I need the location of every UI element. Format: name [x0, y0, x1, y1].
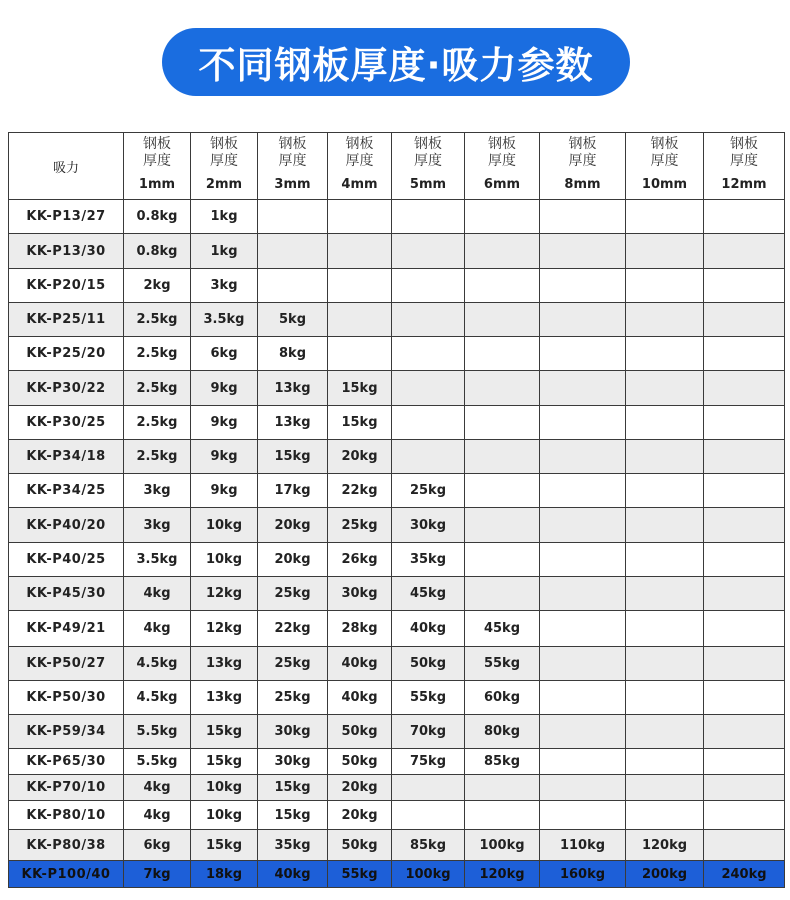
- suction-value-cell: 6kg: [191, 337, 258, 371]
- suction-value-cell: 25kg: [392, 474, 465, 508]
- suction-value-cell: 15kg: [258, 440, 328, 474]
- table-row: [9, 749, 785, 775]
- suction-value-cell: 13kg: [191, 647, 258, 681]
- suction-value-cell: 4kg: [124, 611, 191, 647]
- suction-value-cell: 20kg: [258, 543, 328, 577]
- thickness-value: 1mm: [138, 177, 176, 192]
- suction-value-cell: 0.8kg: [124, 200, 191, 234]
- suction-value-cell: [465, 577, 540, 611]
- suction-value-cell: 2.5kg: [124, 303, 191, 337]
- suction-value-cell: [626, 371, 704, 406]
- suction-value-cell: 3kg: [191, 269, 258, 303]
- suction-value-cell: [465, 303, 540, 337]
- model-cell: KK-P34/25: [9, 474, 124, 508]
- suction-value-cell: 17kg: [258, 474, 328, 508]
- thickness-value: 4mm: [341, 177, 378, 192]
- suction-value-cell: [392, 775, 465, 801]
- thickness-header: [626, 133, 704, 200]
- suction-value-cell: [328, 234, 392, 269]
- suction-value-cell: 13kg: [258, 406, 328, 440]
- suction-value-cell: [465, 440, 540, 474]
- suction-value-cell: [392, 269, 465, 303]
- suction-value-cell: [540, 269, 626, 303]
- thickness-header-label: 钢板: [568, 136, 597, 152]
- suction-value-cell: 50kg: [392, 647, 465, 681]
- thickness-header-label: 厚度: [650, 153, 679, 169]
- table-row: [9, 681, 785, 715]
- suction-value-cell: 12kg: [191, 611, 258, 647]
- model-cell: KK-P49/21: [9, 611, 124, 647]
- suction-value-cell: [626, 801, 704, 830]
- table-row: [9, 775, 785, 801]
- suction-value-cell: [704, 749, 785, 775]
- suction-value-cell: [626, 508, 704, 543]
- suction-value-cell: 85kg: [465, 749, 540, 775]
- suction-value-cell: 80kg: [465, 715, 540, 749]
- suction-value-cell: 12kg: [191, 577, 258, 611]
- suction-value-cell: 40kg: [328, 681, 392, 715]
- model-cell: KK-P80/38: [9, 830, 124, 861]
- model-cell: KK-P40/20: [9, 508, 124, 543]
- suction-value-cell: [465, 234, 540, 269]
- suction-value-cell: 120kg: [626, 830, 704, 861]
- suction-value-cell: 9kg: [191, 440, 258, 474]
- suction-value-cell: [392, 200, 465, 234]
- suction-value-cell: 0.8kg: [124, 234, 191, 269]
- suction-value-cell: [626, 775, 704, 801]
- suction-value-cell: 28kg: [328, 611, 392, 647]
- corner-header: 吸力: [9, 133, 124, 200]
- suction-value-cell: 30kg: [328, 577, 392, 611]
- suction-value-cell: 1kg: [191, 234, 258, 269]
- table-row: [9, 406, 785, 440]
- suction-value-cell: [465, 474, 540, 508]
- suction-value-cell: 20kg: [328, 801, 392, 830]
- suction-value-cell: 10kg: [191, 508, 258, 543]
- suction-value-cell: 110kg: [540, 830, 626, 861]
- suction-value-cell: [465, 801, 540, 830]
- model-cell: KK-P25/20: [9, 337, 124, 371]
- suction-value-cell: 30kg: [258, 749, 328, 775]
- thickness-header-label: 厚度: [345, 153, 374, 169]
- suction-value-cell: 13kg: [258, 371, 328, 406]
- suction-value-cell: 55kg: [465, 647, 540, 681]
- thickness-header-label: 厚度: [568, 153, 597, 169]
- suction-value-cell: [704, 303, 785, 337]
- suction-value-cell: 20kg: [258, 508, 328, 543]
- suction-value-cell: [540, 234, 626, 269]
- suction-value-cell: 50kg: [328, 830, 392, 861]
- thickness-header-label: 钢板: [210, 136, 238, 152]
- suction-value-cell: 15kg: [258, 801, 328, 830]
- suction-value-cell: [465, 200, 540, 234]
- suction-value-cell: [540, 749, 626, 775]
- header-row: [9, 133, 785, 200]
- model-cell: KK-P40/25: [9, 543, 124, 577]
- suction-value-cell: [465, 775, 540, 801]
- table-row: [9, 647, 785, 681]
- suction-value-cell: [704, 801, 785, 830]
- suction-value-cell: [328, 337, 392, 371]
- thickness-header: [392, 133, 465, 200]
- model-cell: KK-P30/22: [9, 371, 124, 406]
- suction-value-cell: [704, 543, 785, 577]
- table-row: [9, 474, 785, 508]
- suction-value-cell: 15kg: [328, 371, 392, 406]
- thickness-header: [124, 133, 191, 200]
- thickness-header: [328, 133, 392, 200]
- suction-value-cell: [540, 775, 626, 801]
- table-row: [9, 801, 785, 830]
- suction-value-cell: 75kg: [392, 749, 465, 775]
- thickness-header-label: 钢板: [650, 136, 679, 152]
- suction-value-cell: [704, 337, 785, 371]
- suction-value-cell: 120kg: [465, 861, 540, 888]
- suction-value-cell: 4kg: [124, 801, 191, 830]
- model-cell: KK-P45/30: [9, 577, 124, 611]
- suction-value-cell: 2.5kg: [124, 440, 191, 474]
- table-row: [9, 830, 785, 861]
- suction-value-cell: 1kg: [191, 200, 258, 234]
- table-row: [9, 371, 785, 406]
- suction-value-cell: [704, 508, 785, 543]
- model-cell: KK-P34/18: [9, 440, 124, 474]
- suction-value-cell: [328, 303, 392, 337]
- suction-value-cell: [626, 543, 704, 577]
- table-row: [9, 303, 785, 337]
- suction-value-cell: [392, 440, 465, 474]
- table-row: [9, 200, 785, 234]
- suction-value-cell: [540, 440, 626, 474]
- suction-value-cell: [626, 269, 704, 303]
- suction-value-cell: [465, 406, 540, 440]
- thickness-header-label: 钢板: [143, 136, 171, 152]
- suction-value-cell: 35kg: [258, 830, 328, 861]
- suction-value-cell: [392, 337, 465, 371]
- suction-value-cell: [540, 577, 626, 611]
- suction-value-cell: 100kg: [392, 861, 465, 888]
- suction-value-cell: [626, 749, 704, 775]
- suction-value-cell: [258, 234, 328, 269]
- suction-value-cell: 20kg: [328, 440, 392, 474]
- suction-value-cell: [540, 371, 626, 406]
- table-row: [9, 337, 785, 371]
- suction-value-cell: 2kg: [124, 269, 191, 303]
- suction-value-cell: 9kg: [191, 406, 258, 440]
- suction-value-cell: 10kg: [191, 543, 258, 577]
- suction-value-cell: [626, 681, 704, 715]
- suction-value-cell: 9kg: [191, 371, 258, 406]
- suction-value-cell: [328, 269, 392, 303]
- model-cell: KK-P59/34: [9, 715, 124, 749]
- table-row-highlighted: [9, 861, 785, 888]
- suction-value-cell: [704, 200, 785, 234]
- suction-value-cell: 2.5kg: [124, 406, 191, 440]
- thickness-header: [258, 133, 328, 200]
- suction-value-cell: 18kg: [191, 861, 258, 888]
- thickness-header-label: 钢板: [278, 136, 307, 152]
- suction-value-cell: [704, 234, 785, 269]
- model-cell: KK-P100/40: [9, 861, 124, 888]
- suction-value-cell: [392, 371, 465, 406]
- suction-value-cell: 25kg: [328, 508, 392, 543]
- suction-value-cell: [392, 303, 465, 337]
- suction-value-cell: 15kg: [191, 749, 258, 775]
- suction-value-cell: [626, 303, 704, 337]
- suction-value-cell: 8kg: [258, 337, 328, 371]
- suction-value-cell: [540, 406, 626, 440]
- suction-value-cell: 3kg: [124, 508, 191, 543]
- model-cell: KK-P65/30: [9, 749, 124, 775]
- suction-value-cell: 3kg: [124, 474, 191, 508]
- suction-value-cell: 40kg: [328, 647, 392, 681]
- suction-value-cell: 10kg: [191, 775, 258, 801]
- suction-value-cell: 15kg: [328, 406, 392, 440]
- table-row: [9, 715, 785, 749]
- thickness-header-label: 钢板: [488, 136, 516, 152]
- table-row: [9, 440, 785, 474]
- table-row: [9, 508, 785, 543]
- model-cell: KK-P30/25: [9, 406, 124, 440]
- suction-value-cell: [704, 577, 785, 611]
- thickness-header-label: 钢板: [345, 136, 374, 152]
- suction-spec-table: [8, 132, 785, 888]
- suction-value-cell: 45kg: [392, 577, 465, 611]
- suction-value-cell: 22kg: [328, 474, 392, 508]
- suction-value-cell: [704, 440, 785, 474]
- suction-value-cell: 4.5kg: [124, 681, 191, 715]
- suction-value-cell: [465, 269, 540, 303]
- suction-value-cell: [704, 647, 785, 681]
- suction-value-cell: [704, 474, 785, 508]
- table-row: [9, 543, 785, 577]
- suction-value-cell: 3.5kg: [191, 303, 258, 337]
- thickness-value: 6mm: [483, 177, 521, 192]
- suction-value-cell: [626, 234, 704, 269]
- table-row: [9, 269, 785, 303]
- suction-value-cell: 7kg: [124, 861, 191, 888]
- model-cell: KK-P80/10: [9, 801, 124, 830]
- suction-value-cell: 30kg: [258, 715, 328, 749]
- thickness-value: 3mm: [274, 177, 311, 192]
- suction-value-cell: [704, 406, 785, 440]
- suction-value-cell: 4kg: [124, 577, 191, 611]
- suction-value-cell: 6kg: [124, 830, 191, 861]
- page-title: 不同钢板厚度·吸力参数: [162, 28, 630, 96]
- suction-value-cell: 50kg: [328, 749, 392, 775]
- thickness-header: [191, 133, 258, 200]
- suction-value-cell: [540, 303, 626, 337]
- suction-value-cell: 5.5kg: [124, 715, 191, 749]
- suction-value-cell: 3.5kg: [124, 543, 191, 577]
- table-row: [9, 577, 785, 611]
- suction-value-cell: 70kg: [392, 715, 465, 749]
- suction-value-cell: 50kg: [328, 715, 392, 749]
- suction-value-cell: [626, 647, 704, 681]
- suction-value-cell: [540, 543, 626, 577]
- suction-value-cell: 15kg: [191, 715, 258, 749]
- suction-value-cell: [540, 200, 626, 234]
- suction-value-cell: [540, 508, 626, 543]
- thickness-header-label: 钢板: [414, 136, 442, 152]
- suction-value-cell: 240kg: [704, 861, 785, 888]
- thickness-header-label: 厚度: [143, 153, 171, 169]
- suction-value-cell: [626, 200, 704, 234]
- suction-value-cell: [258, 269, 328, 303]
- suction-value-cell: 60kg: [465, 681, 540, 715]
- model-cell: KK-P50/27: [9, 647, 124, 681]
- thickness-header-label: 厚度: [278, 153, 307, 169]
- suction-value-cell: [328, 200, 392, 234]
- suction-value-cell: 22kg: [258, 611, 328, 647]
- suction-value-cell: [540, 337, 626, 371]
- suction-value-cell: [465, 337, 540, 371]
- model-cell: KK-P50/30: [9, 681, 124, 715]
- suction-value-cell: 9kg: [191, 474, 258, 508]
- suction-value-cell: 25kg: [258, 647, 328, 681]
- model-cell: KK-P13/27: [9, 200, 124, 234]
- suction-value-cell: [465, 371, 540, 406]
- suction-value-cell: 100kg: [465, 830, 540, 861]
- table-row: [9, 234, 785, 269]
- thickness-header-label: 钢板: [730, 136, 758, 152]
- suction-value-cell: 85kg: [392, 830, 465, 861]
- suction-value-cell: 25kg: [258, 577, 328, 611]
- suction-value-cell: 26kg: [328, 543, 392, 577]
- suction-value-cell: [626, 715, 704, 749]
- suction-value-cell: 2.5kg: [124, 337, 191, 371]
- suction-value-cell: [540, 681, 626, 715]
- thickness-header: [465, 133, 540, 200]
- suction-value-cell: 4.5kg: [124, 647, 191, 681]
- suction-value-cell: [704, 775, 785, 801]
- thickness-value: 12mm: [721, 177, 767, 192]
- suction-value-cell: [704, 715, 785, 749]
- thickness-header: [704, 133, 785, 200]
- suction-value-cell: 10kg: [191, 801, 258, 830]
- suction-value-cell: [626, 337, 704, 371]
- thickness-value: 2mm: [205, 177, 243, 192]
- suction-value-cell: [258, 200, 328, 234]
- thickness-header-label: 厚度: [488, 153, 516, 169]
- suction-value-cell: 2.5kg: [124, 371, 191, 406]
- suction-value-cell: [465, 543, 540, 577]
- suction-value-cell: 15kg: [191, 830, 258, 861]
- suction-value-cell: [704, 269, 785, 303]
- thickness-value: 5mm: [409, 177, 447, 192]
- thickness-header-label: 厚度: [414, 153, 442, 169]
- suction-value-cell: [704, 681, 785, 715]
- suction-value-cell: [704, 371, 785, 406]
- suction-value-cell: [392, 234, 465, 269]
- suction-value-cell: 35kg: [392, 543, 465, 577]
- suction-value-cell: [626, 440, 704, 474]
- suction-value-cell: 30kg: [392, 508, 465, 543]
- thickness-value: 10mm: [641, 177, 688, 192]
- suction-value-cell: 20kg: [328, 775, 392, 801]
- thickness-header-label: 厚度: [730, 153, 758, 169]
- suction-value-cell: 55kg: [392, 681, 465, 715]
- model-cell: KK-P13/30: [9, 234, 124, 269]
- model-cell: KK-P70/10: [9, 775, 124, 801]
- suction-value-cell: 200kg: [626, 861, 704, 888]
- suction-value-cell: 15kg: [258, 775, 328, 801]
- suction-value-cell: 40kg: [258, 861, 328, 888]
- suction-value-cell: 55kg: [328, 861, 392, 888]
- suction-value-cell: [465, 508, 540, 543]
- suction-value-cell: 160kg: [540, 861, 626, 888]
- suction-value-cell: [626, 611, 704, 647]
- model-cell: KK-P25/11: [9, 303, 124, 337]
- suction-value-cell: [540, 801, 626, 830]
- suction-value-cell: [540, 611, 626, 647]
- suction-value-cell: 45kg: [465, 611, 540, 647]
- suction-value-cell: [626, 406, 704, 440]
- suction-value-cell: [704, 611, 785, 647]
- suction-value-cell: 25kg: [258, 681, 328, 715]
- suction-value-cell: [540, 647, 626, 681]
- suction-value-cell: [392, 406, 465, 440]
- suction-value-cell: [704, 830, 785, 861]
- suction-value-cell: [540, 474, 626, 508]
- thickness-value: 8mm: [564, 177, 601, 192]
- thickness-header: [540, 133, 626, 200]
- suction-value-cell: [626, 577, 704, 611]
- suction-value-cell: [540, 715, 626, 749]
- suction-value-cell: 5.5kg: [124, 749, 191, 775]
- suction-value-cell: 13kg: [191, 681, 258, 715]
- suction-value-cell: 5kg: [258, 303, 328, 337]
- thickness-header-label: 厚度: [210, 153, 238, 169]
- table-row: [9, 611, 785, 647]
- model-cell: KK-P20/15: [9, 269, 124, 303]
- suction-value-cell: 4kg: [124, 775, 191, 801]
- suction-value-cell: [392, 801, 465, 830]
- suction-value-cell: 40kg: [392, 611, 465, 647]
- suction-value-cell: [626, 474, 704, 508]
